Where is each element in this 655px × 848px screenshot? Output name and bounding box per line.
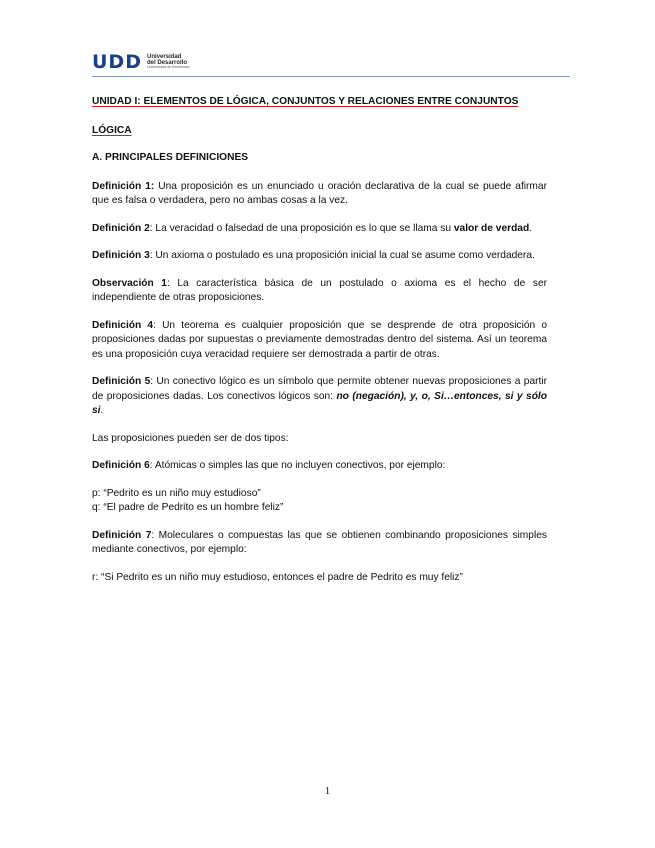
section-title: LÓGICA [92,124,132,136]
definition-2-label: Definición 2 [92,222,150,234]
definition-5-end: . [100,405,104,416]
logo-text [147,54,189,70]
definition-7-text: : Moleculares o compuestas las que se obtienen combinando proposiciones simples mediante conectivos, por ejemplo: [92,529,547,555]
types-intro: Las proposiciones pueden ser de dos tipos: [92,432,289,444]
definition-4-label: Definición 4 [92,319,154,331]
definition-2-term: valor de verdad [453,222,530,234]
definition-6-label: Definición 6 [92,460,150,471]
definition-6-text: : Atómicas o simples las que no incluyen conectivos, por ejemplo: [149,460,446,471]
definition-1-text: Una proposición es un enunciado u oración declarativa de la cual se puede afirmar que es falsa o verdadera, pero no ambas cosas a la vez. [92,180,547,206]
subsection-title: A. PRINCIPALES DEFINICIONES [92,152,249,163]
logo-line-1: Universidad [146,54,182,61]
logo-line-3: Universidad de Excelencia [146,65,190,70]
definition-3 [92,249,547,264]
definition-2-end: . [529,222,533,234]
example-p: p: “Pedrito es un niño muy estudioso” [92,487,261,499]
page-number: 1 [324,785,331,797]
definition-1 [92,180,547,209]
unit-title: UNIDAD I: ELEMENTOS DE LÓGICA, CONJUNTOS Y RELACIONES ENTRE CONJUNTOS [92,96,519,107]
definition-1-label: Definición 1 [92,180,151,192]
definition-7 [92,529,547,558]
example-q: q: “El padre de Pedrito es un hombre feliz” [92,502,284,513]
definition-3-label: Definición 3 [92,250,150,261]
definition-5 [92,375,547,419]
definition-1-sep: : [150,180,159,192]
logo-mark: UDD [92,50,142,73]
observation-1 [92,277,547,306]
observation-1-label: Observación 1 [92,277,167,289]
definition-6 [92,459,547,474]
header-divider [92,76,570,77]
definition-7-label: Definición 7 [92,529,152,541]
logo-line-2: del Desarrollo [146,60,187,67]
document-body [92,95,547,585]
definition-4-text: : Un teorema es cualquier proposición que se desprende de otra proposición o proposiciones dadas por supuestas o previamente demostradas dentro del sistema. Así un teorema es una proposición cuya veracidad requiere ser demostrada a partir de otras. [92,319,547,360]
definition-2 [92,222,547,237]
observation-1-text: : La característica básica de un postulado o axioma es el hecho de ser independiente de otras proposiciones. [92,277,547,303]
definition-4 [92,319,547,363]
definition-5-text: : Un conectivo lógico es un símbolo que permite obtener nuevas proposiciones a partir de proposiciones dadas. Los conectivos lógicos son: [92,376,547,402]
definition-5-connectives: no (negación), y, o, Si…entonces, si y sólo si [92,390,547,416]
definition-3-text: : Un axioma o postulado es una proposición inicial la cual se asume como verdadera. [149,250,535,261]
definition-2-text: : La veracidad o falsedad de una proposición es lo que se llama su [149,222,454,234]
definition-5-label: Definición 5 [92,376,151,387]
udd-logo [92,52,189,72]
example-r: r: “Si Pedrito es un niño muy estudioso, entonces el padre de Pedrito es muy feliz” [92,571,463,583]
